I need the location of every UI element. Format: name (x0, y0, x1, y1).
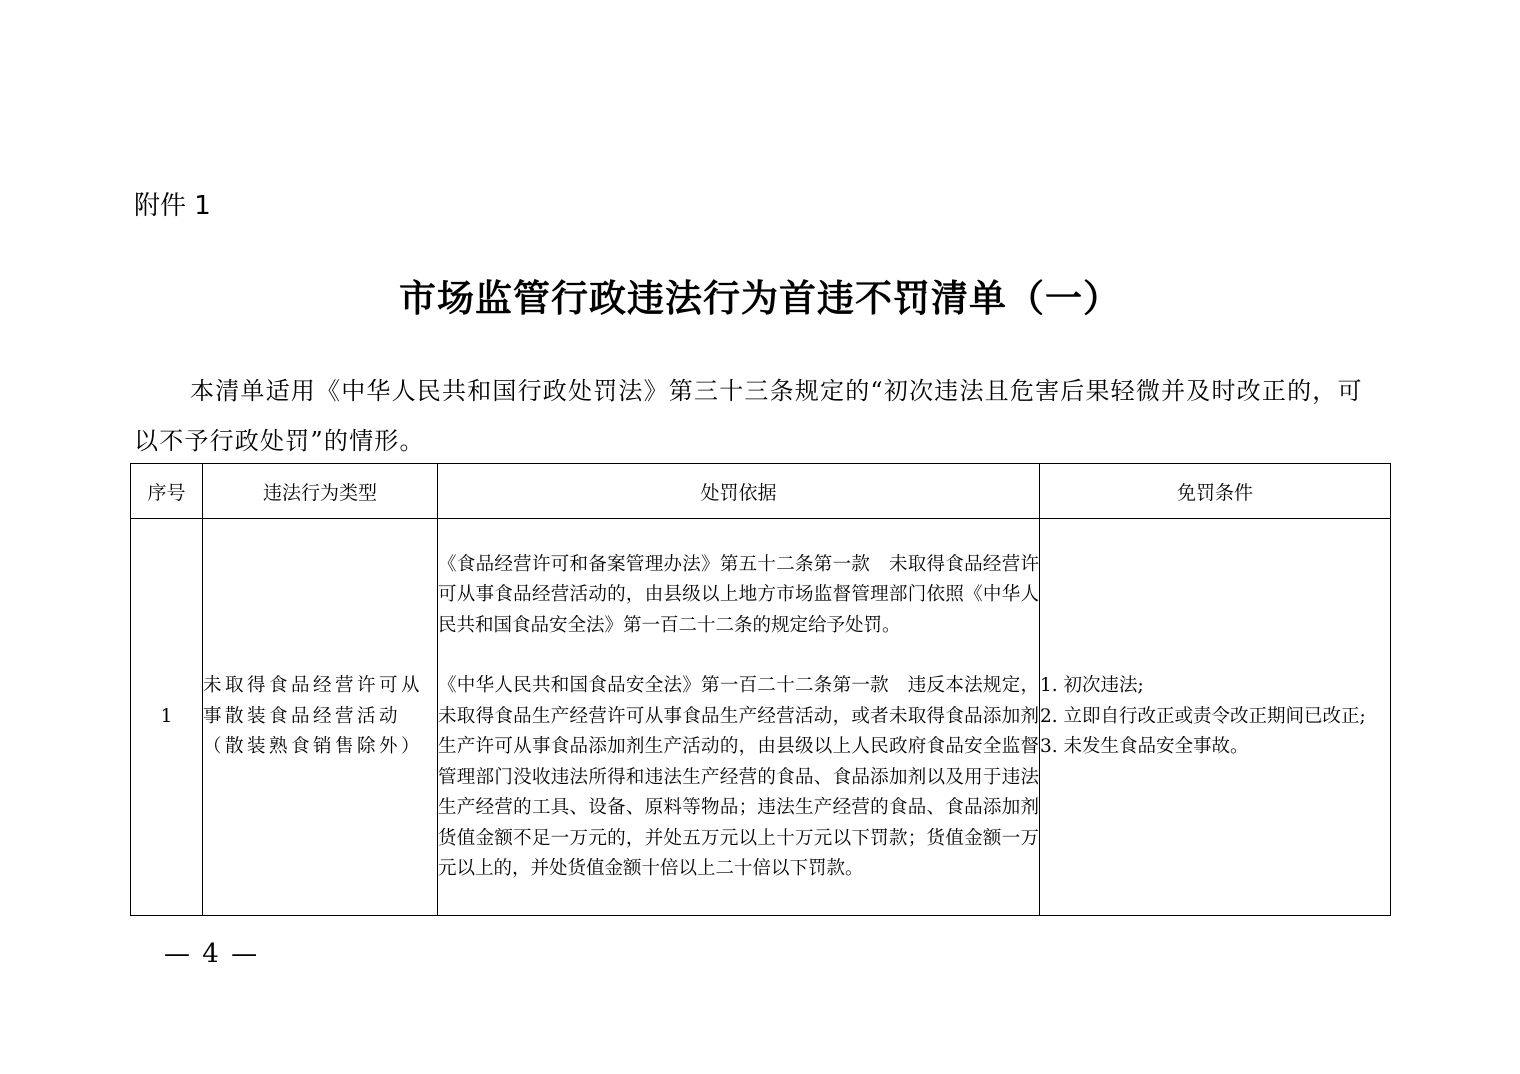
row-number: 1 (131, 519, 203, 916)
header-conditions: 免罚条件 (1040, 464, 1391, 519)
condition-item: 2. 立即自行改正或责令改正期间已改正; (1040, 705, 1366, 727)
condition-item: 3. 未发生食品安全事故。 (1040, 736, 1249, 758)
row-conditions (1040, 519, 1391, 916)
document-title: 市场监管行政违法行为首违不罚清单（一） (399, 276, 1121, 320)
table-header-row (131, 464, 1391, 519)
basis-paragraph: 《中华人民共和国食品安全法》第一百二十二条第一款 违反本法规定，未取得食品生产经营许可从事食品生产经营活动，或者未取得食品添加剂生产许可从事食品添加剂生产活动的，由县级以上人民政府食品安全监督管理部门没收违法所得和违法生产经营的食品、食品添加剂以及用于违法生产经营的工具、设备、原料等物品；违法生产经营的食品、食品添加剂货值金额不足一万元的，并处五万元以上十万元以下罚款；货值金额一万元以上的，并处货值金额十倍以上二十倍以下罚款。 (438, 675, 1039, 879)
attachment-label: 附件 1 (134, 191, 211, 221)
page-number: — 4 — (164, 939, 260, 969)
header-number: 序号 (131, 464, 203, 519)
penalty-exemption-table (130, 463, 1391, 916)
header-violation-type: 违法行为类型 (203, 464, 438, 519)
row-violation-type: 未取得食品经营许可从事散装食品经营活动（散装熟食销售除外） (203, 519, 438, 916)
basis-paragraph: 《食品经营许可和备案管理办法》第五十二条第一款 未取得食品经营许可从事食品经营活动的，由县级以上地方市场监督管理部门依照《中华人民共和国食品安全法》第一百二十二条的规定给予处罚。 (438, 553, 1039, 636)
table-row (131, 519, 1391, 916)
intro-paragraph: 本清单适用《中华人民共和国行政处罚法》第三十三条规定的“初次违法且危害后果轻微并及时改正的，可以不予行政处罚”的情形。 (134, 377, 1363, 455)
conditions-list (1040, 671, 1390, 763)
row-basis (438, 519, 1040, 916)
header-basis: 处罚依据 (438, 464, 1040, 519)
condition-item: 1. 初次违法; (1040, 675, 1144, 697)
